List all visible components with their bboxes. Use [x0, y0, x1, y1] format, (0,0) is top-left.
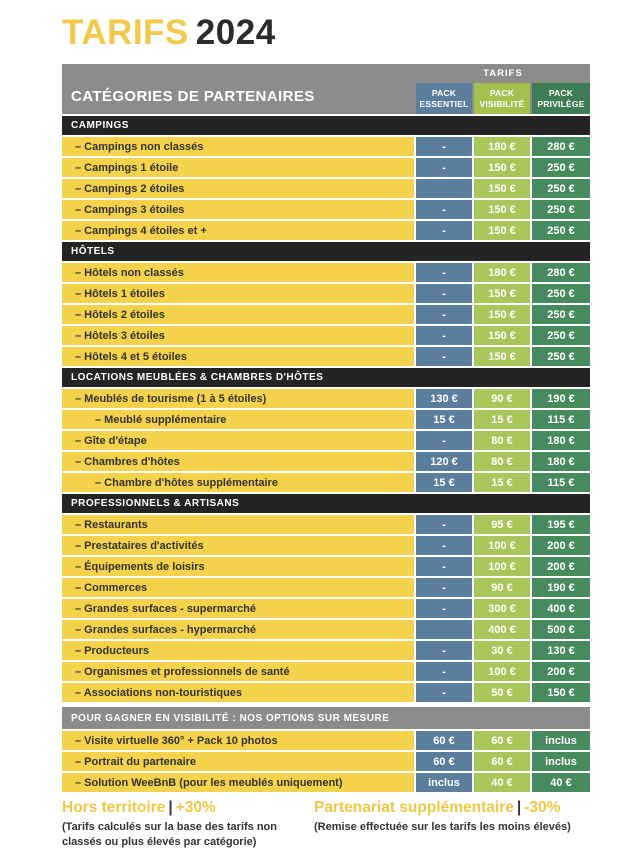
price-cell-privilege: 180 €: [532, 452, 590, 471]
page-title: [62, 13, 276, 53]
price-cell-privilege: 250 €: [532, 284, 590, 303]
row-label: – Grandes surfaces - supermarché: [62, 599, 414, 618]
table-row: [62, 347, 590, 366]
pack-header-visibilite: PACK VISIBILITÉ: [474, 83, 530, 114]
price-cell-visibilite: 300 €: [474, 599, 530, 618]
price-cell-privilege: 280 €: [532, 137, 590, 156]
row-label: – Chambres d'hôtes: [62, 452, 414, 471]
price-cell-visibilite: 60 €: [474, 731, 530, 750]
price-cell-visibilite: 180 €: [474, 137, 530, 156]
price-cell-privilege: 250 €: [532, 200, 590, 219]
price-cell-privilege: 250 €: [532, 221, 590, 240]
tariff-table: [62, 64, 590, 794]
price-cell-visibilite: 150 €: [474, 305, 530, 324]
table-row: [62, 557, 590, 576]
price-cell-essentiel: -: [416, 662, 472, 681]
price-cell-privilege: 500 €: [532, 620, 590, 639]
price-cell-visibilite: 150 €: [474, 347, 530, 366]
table-row: [62, 326, 590, 345]
pack-headers: [416, 83, 590, 114]
footer-block-partenariat: [314, 799, 600, 849]
price-cell-privilege: 190 €: [532, 389, 590, 408]
price-cell-essentiel: -: [416, 683, 472, 702]
row-label: – Équipements de loisirs: [62, 557, 414, 576]
row-label: – Prestataires d'activités: [62, 536, 414, 555]
price-cell-visibilite: 90 €: [474, 389, 530, 408]
footer: [62, 799, 600, 849]
price-cell-essentiel: inclus: [416, 773, 472, 792]
table-row: [62, 515, 590, 534]
row-label: – Grandes surfaces - hypermarché: [62, 620, 414, 639]
table-header-band: [62, 64, 590, 114]
table-row: [62, 221, 590, 240]
footer-separator: |: [516, 799, 522, 816]
table-row: [62, 641, 590, 660]
price-cell-visibilite: 100 €: [474, 536, 530, 555]
pack-header-privilege: PACK PRIVILÈGE: [532, 83, 590, 114]
table-row: [62, 599, 590, 618]
table-row: [62, 578, 590, 597]
price-cell-visibilite: 150 €: [474, 179, 530, 198]
price-cell-essentiel: -: [416, 599, 472, 618]
table-row: [62, 284, 590, 303]
row-label: – Campings 4 étoiles et +: [62, 221, 414, 240]
footer-note: (Tarifs calculés sur la base des tarifs non classés ou plus élevés par catégorie): [62, 821, 277, 848]
row-label: – Hôtels 2 étoiles: [62, 305, 414, 324]
price-cell-visibilite: 90 €: [474, 578, 530, 597]
price-cell-essentiel: -: [416, 536, 472, 555]
footer-value: -30%: [524, 799, 561, 816]
row-label: – Hôtels 1 étoiles: [62, 284, 414, 303]
price-cell-essentiel: 15 €: [416, 410, 472, 429]
price-cell-privilege: 130 €: [532, 641, 590, 660]
price-cell-essentiel: -: [416, 557, 472, 576]
price-cell-privilege: 190 €: [532, 578, 590, 597]
price-cell-essentiel: 15 €: [416, 473, 472, 492]
price-cell-essentiel: -: [416, 641, 472, 660]
row-label: – Meublé supplémentaire: [62, 410, 414, 429]
price-cell-privilege: 250 €: [532, 305, 590, 324]
price-cell-essentiel: -: [416, 284, 472, 303]
price-cell-privilege: inclus: [532, 731, 590, 750]
table-row: [62, 683, 590, 702]
table-row: [62, 137, 590, 156]
row-label: – Hôtels 3 étoiles: [62, 326, 414, 345]
footer-title-text: Hors territoire: [62, 799, 166, 816]
price-cell-visibilite: 150 €: [474, 284, 530, 303]
section-header: HÔTELS: [62, 242, 590, 261]
price-cell-visibilite: 80 €: [474, 431, 530, 450]
row-label: – Producteurs: [62, 641, 414, 660]
price-cell-privilege: 195 €: [532, 515, 590, 534]
price-cell-essentiel: 60 €: [416, 731, 472, 750]
price-cell-privilege: 200 €: [532, 662, 590, 681]
price-cell-privilege: 115 €: [532, 473, 590, 492]
price-cell-visibilite: 15 €: [474, 410, 530, 429]
footer-block-hors-territoire: [62, 799, 314, 849]
row-label: – Visite virtuelle 360° + Pack 10 photos: [62, 731, 414, 750]
page-title-word2: 2024: [195, 13, 276, 52]
section-header: LOCATIONS MEUBLÉES & CHAMBRES D'HÔTES: [62, 368, 590, 387]
price-cell-essentiel: [416, 620, 472, 639]
price-cell-privilege: 200 €: [532, 557, 590, 576]
price-cell-visibilite: 50 €: [474, 683, 530, 702]
tariff-table-body: [62, 116, 590, 792]
price-cell-privilege: 280 €: [532, 263, 590, 282]
row-label: – Organismes et professionnels de santé: [62, 662, 414, 681]
footer-title-partenariat: [314, 799, 600, 817]
price-cell-privilege: 40 €: [532, 773, 590, 792]
price-cell-essentiel: -: [416, 200, 472, 219]
row-label: – Meublés de tourisme (1 à 5 étoiles): [62, 389, 414, 408]
table-row: [62, 263, 590, 282]
price-cell-visibilite: 150 €: [474, 326, 530, 345]
footer-title-text: Partenariat supplémentaire: [314, 799, 514, 816]
price-cell-essentiel: -: [416, 263, 472, 282]
price-cell-visibilite: 30 €: [474, 641, 530, 660]
price-cell-essentiel: -: [416, 578, 472, 597]
price-cell-privilege: 250 €: [532, 158, 590, 177]
price-cell-visibilite: 150 €: [474, 221, 530, 240]
table-row: [62, 752, 590, 771]
row-label: – Campings 1 étoile: [62, 158, 414, 177]
row-label: – Gîte d'étape: [62, 431, 414, 450]
price-cell-essentiel: 120 €: [416, 452, 472, 471]
price-cell-essentiel: -: [416, 137, 472, 156]
row-label: – Hôtels non classés: [62, 263, 414, 282]
footer-title-hors-territoire: [62, 799, 314, 817]
price-cell-privilege: 400 €: [532, 599, 590, 618]
price-cell-privilege: inclus: [532, 752, 590, 771]
table-row: [62, 389, 590, 408]
price-cell-essentiel: -: [416, 347, 472, 366]
tarifs-label: TARIFS: [483, 68, 523, 79]
price-cell-privilege: 200 €: [532, 536, 590, 555]
price-cell-visibilite: 150 €: [474, 200, 530, 219]
price-cell-essentiel: -: [416, 431, 472, 450]
price-cell-privilege: 115 €: [532, 410, 590, 429]
table-row: [62, 179, 590, 198]
row-label: – Campings 2 étoiles: [62, 179, 414, 198]
price-cell-privilege: 180 €: [532, 431, 590, 450]
footer-value: +30%: [175, 799, 216, 816]
price-cell-essentiel: -: [416, 515, 472, 534]
table-row: [62, 773, 590, 792]
section-header: CAMPINGS: [62, 116, 590, 135]
price-cell-visibilite: 100 €: [474, 557, 530, 576]
price-cell-visibilite: 40 €: [474, 773, 530, 792]
price-cell-visibilite: 15 €: [474, 473, 530, 492]
price-cell-privilege: 250 €: [532, 347, 590, 366]
footer-separator: |: [168, 799, 173, 816]
price-cell-visibilite: 80 €: [474, 452, 530, 471]
price-cell-essentiel: 60 €: [416, 752, 472, 771]
price-cell-privilege: 250 €: [532, 326, 590, 345]
table-row: [62, 410, 590, 429]
price-cell-essentiel: [416, 179, 472, 198]
price-cell-visibilite: 60 €: [474, 752, 530, 771]
table-row: [62, 452, 590, 471]
price-cell-essentiel: -: [416, 305, 472, 324]
price-cell-visibilite: 95 €: [474, 515, 530, 534]
price-cell-visibilite: 100 €: [474, 662, 530, 681]
table-row: [62, 305, 590, 324]
table-row: [62, 620, 590, 639]
footer-note: (Remise effectuée sur les tarifs les moins élevés): [314, 821, 571, 833]
price-cell-visibilite: 150 €: [474, 158, 530, 177]
row-label: – Chambre d'hôtes supplémentaire: [62, 473, 414, 492]
row-label: – Associations non-touristiques: [62, 683, 414, 702]
price-cell-visibilite: 180 €: [474, 263, 530, 282]
price-cell-visibilite: 400 €: [474, 620, 530, 639]
table-row: [62, 431, 590, 450]
table-row: [62, 473, 590, 492]
table-row: [62, 158, 590, 177]
pack-header-essentiel: PACK ESSENTIEL: [416, 83, 472, 114]
section-header: PROFESSIONNELS & ARTISANS: [62, 494, 590, 513]
row-label: – Commerces: [62, 578, 414, 597]
price-cell-essentiel: -: [416, 158, 472, 177]
table-row: [62, 731, 590, 750]
price-cell-privilege: 150 €: [532, 683, 590, 702]
row-label: – Solution WeeBnB (pour les meublés uniquement): [62, 773, 414, 792]
price-cell-essentiel: 130 €: [416, 389, 472, 408]
table-row: [62, 200, 590, 219]
table-row: [62, 662, 590, 681]
categories-label: CATÉGORIES DE PARTENAIRES: [71, 88, 315, 105]
row-label: – Restaurants: [62, 515, 414, 534]
price-cell-privilege: 250 €: [532, 179, 590, 198]
table-row: [62, 536, 590, 555]
price-cell-essentiel: -: [416, 326, 472, 345]
page-title-word1: TARIFS: [62, 13, 189, 52]
section-header: POUR GAGNER EN VISIBILITÉ : NOS OPTIONS SUR MESURE: [62, 707, 590, 729]
row-label: – Hôtels 4 et 5 étoiles: [62, 347, 414, 366]
price-cell-essentiel: -: [416, 221, 472, 240]
row-label: – Campings 3 étoiles: [62, 200, 414, 219]
row-label: – Portrait du partenaire: [62, 752, 414, 771]
row-label: – Campings non classés: [62, 137, 414, 156]
